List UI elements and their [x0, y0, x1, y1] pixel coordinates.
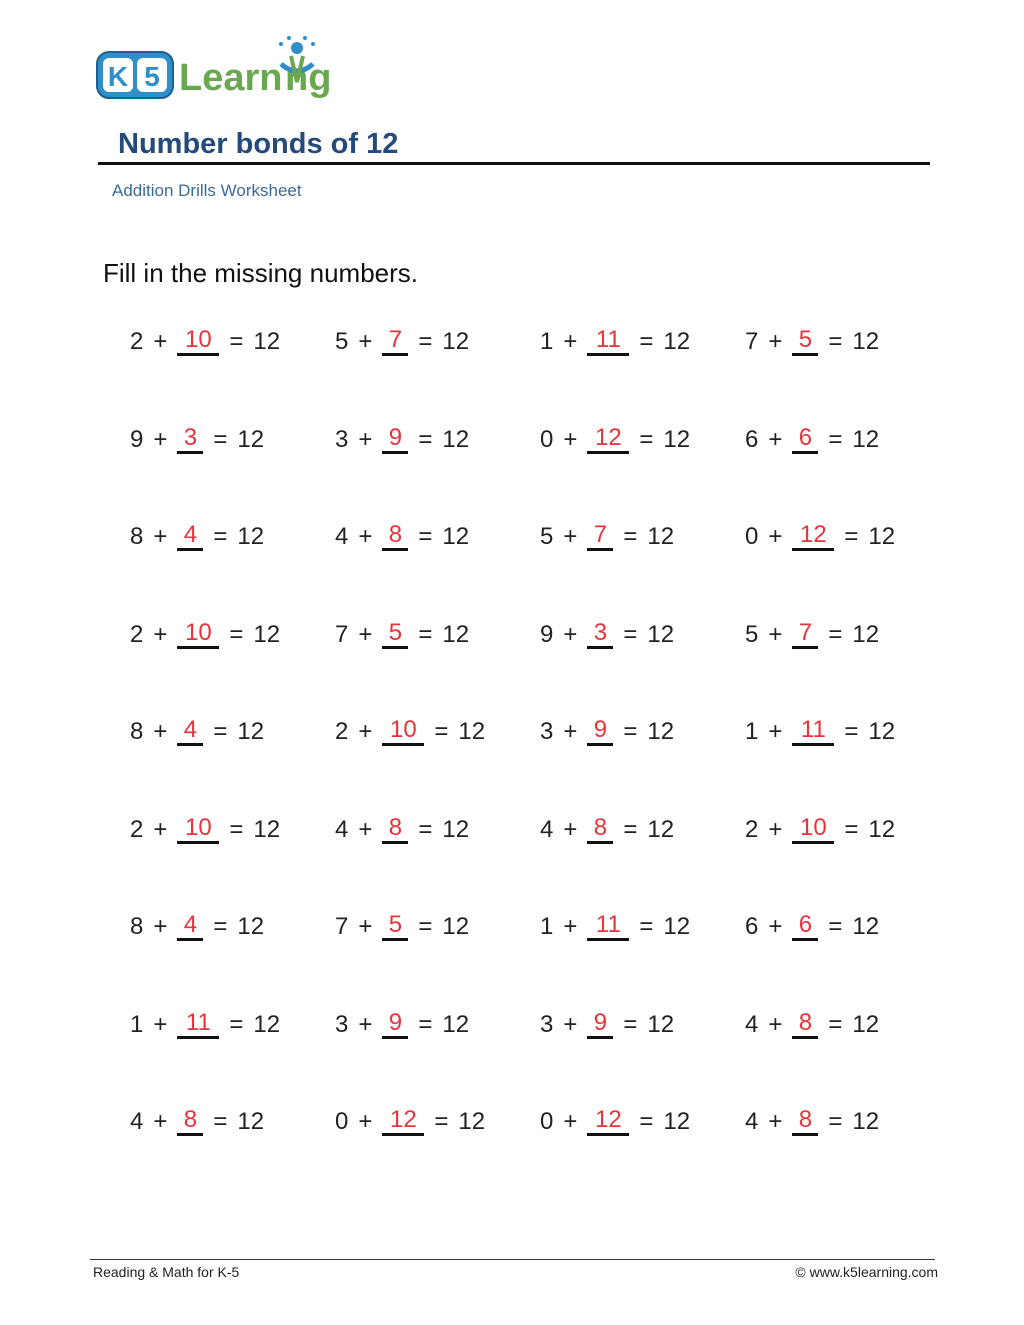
problem-r4-c3 — [540, 619, 674, 651]
problem-r5-c3 — [540, 716, 674, 748]
plus-sign: + — [563, 913, 578, 940]
problem-r5-c2 — [335, 716, 485, 748]
sum: 12 — [442, 815, 470, 843]
answer-blank[interactable]: 10 — [177, 327, 219, 356]
answer-blank[interactable]: 12 — [792, 522, 834, 551]
equals-sign: = — [844, 815, 859, 843]
plus-sign: + — [153, 425, 168, 453]
addend: 2 — [130, 328, 144, 355]
problem-r3-c4 — [745, 521, 895, 553]
answer-blank[interactable]: 4 — [177, 912, 203, 941]
worksheet-subtitle: Addition Drills Worksheet — [112, 181, 302, 200]
equals-sign: = — [623, 1010, 638, 1038]
sum: 12 — [442, 328, 470, 355]
problem-r7-c4 — [745, 911, 879, 943]
plus-sign: + — [153, 620, 168, 648]
addend: 0 — [540, 425, 554, 453]
answer-blank[interactable]: 11 — [792, 717, 834, 746]
addend: 6 — [745, 425, 759, 453]
sum: 12 — [442, 425, 470, 453]
sum: 12 — [663, 913, 691, 940]
problem-r8-c4 — [745, 1009, 879, 1041]
sum: 12 — [253, 1010, 281, 1038]
equals-sign: = — [213, 1108, 228, 1135]
equals-sign: = — [828, 1010, 843, 1038]
sum: 12 — [663, 328, 691, 355]
sum: 12 — [442, 620, 470, 648]
plus-sign: + — [768, 718, 783, 745]
addend: 3 — [335, 425, 349, 453]
sum: 12 — [253, 620, 281, 648]
sum: 12 — [237, 913, 265, 940]
addend: 1 — [540, 913, 554, 940]
equals-sign: = — [418, 425, 433, 453]
problem-r9-c2 — [335, 1106, 485, 1138]
equals-sign: = — [418, 815, 433, 843]
worksheet-title: Number bonds of 12 — [118, 128, 399, 160]
addend: 1 — [540, 328, 554, 355]
plus-sign: + — [358, 1010, 373, 1038]
sum: 12 — [237, 523, 265, 550]
addend: 4 — [335, 815, 349, 843]
equals-sign: = — [213, 425, 228, 453]
plus-sign: + — [153, 328, 168, 355]
answer-blank[interactable]: 10 — [792, 815, 834, 844]
problem-r4-c1 — [130, 619, 280, 651]
plus-sign: + — [153, 523, 168, 550]
answer-blank[interactable]: 11 — [587, 912, 629, 941]
footer-copyright: © www.k5learning.com — [795, 1264, 938, 1280]
problem-r3-c3 — [540, 521, 674, 553]
equals-sign: = — [639, 1108, 654, 1135]
problem-r2-c3 — [540, 424, 690, 456]
sum: 12 — [647, 1010, 675, 1038]
answer-blank[interactable]: 11 — [177, 1010, 219, 1039]
sum: 12 — [647, 815, 675, 843]
plus-sign: + — [358, 815, 373, 843]
answer-blank[interactable]: 10 — [177, 815, 219, 844]
plus-sign: + — [153, 718, 168, 745]
addend: 8 — [130, 718, 144, 745]
problem-r1-c4 — [745, 326, 879, 358]
equals-sign: = — [418, 1010, 433, 1038]
addend: 6 — [745, 913, 759, 940]
plus-sign: + — [358, 620, 373, 648]
problem-r7-c3 — [540, 911, 690, 943]
sum: 12 — [253, 328, 281, 355]
problem-r7-c2 — [335, 911, 469, 943]
problem-r6-c4 — [745, 814, 895, 846]
answer-blank[interactable]: 6 — [792, 425, 818, 454]
answer-blank[interactable]: 7 — [587, 522, 613, 551]
equals-sign: = — [418, 913, 433, 940]
problem-r9-c4 — [745, 1106, 879, 1138]
answer-blank[interactable]: 12 — [587, 425, 629, 454]
plus-sign: + — [768, 815, 783, 843]
problem-r2-c2 — [335, 424, 469, 456]
addend: 7 — [335, 620, 349, 648]
addend: 4 — [335, 523, 349, 550]
plus-sign: + — [768, 523, 783, 550]
k5-learning-logo — [95, 34, 355, 104]
plus-sign: + — [358, 425, 373, 453]
answer-blank[interactable]: 9 — [382, 1010, 408, 1039]
plus-sign: + — [563, 328, 578, 355]
equals-sign: = — [639, 328, 654, 355]
answer-blank[interactable]: 5 — [382, 912, 408, 941]
plus-sign: + — [563, 1010, 578, 1038]
plus-sign: + — [563, 815, 578, 843]
problem-r1-c3 — [540, 326, 690, 358]
instruction-text: Fill in the missing numbers. — [103, 258, 418, 288]
sum: 12 — [852, 1010, 880, 1038]
answer-blank[interactable]: 8 — [587, 815, 613, 844]
equals-sign: = — [213, 913, 228, 940]
addend: 0 — [335, 1108, 349, 1135]
equals-sign: = — [418, 328, 433, 355]
addend: 3 — [540, 1010, 554, 1038]
answer-blank[interactable]: 10 — [177, 620, 219, 649]
equals-sign: = — [434, 718, 449, 745]
problem-r6-c3 — [540, 814, 674, 846]
plus-sign: + — [153, 913, 168, 940]
plus-sign: + — [563, 425, 578, 453]
sum: 12 — [868, 718, 896, 745]
plus-sign: + — [768, 1108, 783, 1135]
sum: 12 — [852, 328, 880, 355]
sum: 12 — [647, 718, 675, 745]
equals-sign: = — [844, 718, 859, 745]
footer-tagline: Reading & Math for K-5 — [93, 1264, 240, 1280]
equals-sign: = — [639, 425, 654, 453]
plus-sign: + — [153, 1010, 168, 1038]
plus-sign: + — [358, 913, 373, 940]
svg-text:Learn: Learn — [179, 57, 283, 99]
equals-sign: = — [623, 815, 638, 843]
answer-blank[interactable]: 10 — [382, 717, 424, 746]
equals-sign: = — [229, 1010, 244, 1038]
answer-blank[interactable]: 4 — [177, 717, 203, 746]
sum: 12 — [237, 1108, 265, 1135]
addend: 7 — [335, 913, 349, 940]
problem-r5-c4 — [745, 716, 895, 748]
sum: 12 — [458, 1108, 486, 1135]
equals-sign: = — [229, 620, 244, 648]
svg-text:K: K — [107, 61, 129, 92]
addend: 5 — [335, 328, 349, 355]
answer-blank[interactable]: 7 — [792, 620, 818, 649]
plus-sign: + — [153, 1108, 168, 1135]
svg-text:5: 5 — [144, 61, 160, 92]
answer-blank[interactable]: 9 — [587, 717, 613, 746]
addend: 2 — [130, 815, 144, 843]
plus-sign: + — [563, 523, 578, 550]
sum: 12 — [663, 425, 691, 453]
sum: 12 — [852, 620, 880, 648]
problem-r5-c1 — [130, 716, 264, 748]
answer-blank[interactable]: 12 — [382, 1107, 424, 1136]
answer-blank[interactable]: 8 — [382, 522, 408, 551]
plus-sign: + — [358, 718, 373, 745]
equals-sign: = — [418, 523, 433, 550]
answer-blank[interactable]: 11 — [587, 327, 629, 356]
problem-r2-c4 — [745, 424, 879, 456]
answer-blank[interactable]: 8 — [792, 1010, 818, 1039]
plus-sign: + — [358, 523, 373, 550]
sum: 12 — [442, 1010, 470, 1038]
problem-r1-c2 — [335, 326, 469, 358]
equals-sign: = — [828, 425, 843, 453]
answer-blank[interactable]: 9 — [382, 425, 408, 454]
equals-sign: = — [434, 1108, 449, 1135]
answer-blank[interactable]: 9 — [587, 1010, 613, 1039]
problem-r2-c1 — [130, 424, 264, 456]
addend: 1 — [130, 1010, 144, 1038]
sum: 12 — [852, 1108, 880, 1135]
problem-r3-c2 — [335, 521, 469, 553]
addend: 9 — [540, 620, 554, 648]
plus-sign: + — [563, 620, 578, 648]
plus-sign: + — [768, 1010, 783, 1038]
plus-sign: + — [768, 328, 783, 355]
sum: 12 — [442, 523, 470, 550]
addend: 5 — [540, 523, 554, 550]
addend: 5 — [745, 620, 759, 648]
footer-divider — [90, 1259, 935, 1260]
sum: 12 — [237, 425, 265, 453]
plus-sign: + — [563, 1108, 578, 1135]
addend: 2 — [335, 718, 349, 745]
addend: 3 — [540, 718, 554, 745]
equals-sign: = — [229, 815, 244, 843]
sum: 12 — [852, 425, 880, 453]
answer-blank[interactable]: 5 — [382, 620, 408, 649]
problem-r3-c1 — [130, 521, 264, 553]
answer-blank[interactable]: 6 — [792, 912, 818, 941]
plus-sign: + — [768, 425, 783, 453]
answer-blank[interactable]: 3 — [177, 425, 203, 454]
addend: 0 — [745, 523, 759, 550]
answer-blank[interactable]: 12 — [587, 1107, 629, 1136]
equals-sign: = — [844, 523, 859, 550]
addend: 1 — [745, 718, 759, 745]
equals-sign: = — [229, 328, 244, 355]
equals-sign: = — [213, 718, 228, 745]
sum: 12 — [647, 620, 675, 648]
plus-sign: + — [358, 328, 373, 355]
sum: 12 — [647, 523, 675, 550]
addend: 0 — [540, 1108, 554, 1135]
plus-sign: + — [153, 815, 168, 843]
equals-sign: = — [213, 523, 228, 550]
sum: 12 — [868, 523, 896, 550]
addend: 4 — [745, 1108, 759, 1135]
problem-r6-c2 — [335, 814, 469, 846]
answer-blank[interactable]: 3 — [587, 620, 613, 649]
addend: 9 — [130, 425, 144, 453]
problem-r4-c2 — [335, 619, 469, 651]
title-divider — [98, 162, 930, 165]
problem-r8-c1 — [130, 1009, 280, 1041]
addend: 3 — [335, 1010, 349, 1038]
equals-sign: = — [639, 913, 654, 940]
equals-sign: = — [623, 620, 638, 648]
addend: 4 — [130, 1108, 144, 1135]
problem-r4-c4 — [745, 619, 879, 651]
equals-sign: = — [418, 620, 433, 648]
problem-r9-c3 — [540, 1106, 690, 1138]
svg-text:ng: ng — [285, 57, 332, 99]
plus-sign: + — [563, 718, 578, 745]
equals-sign: = — [623, 718, 638, 745]
answer-blank[interactable]: 7 — [382, 327, 408, 356]
problem-r9-c1 — [130, 1106, 264, 1138]
sum: 12 — [237, 718, 265, 745]
equals-sign: = — [828, 1108, 843, 1135]
answer-blank[interactable]: 8 — [792, 1107, 818, 1136]
plus-sign: + — [768, 620, 783, 648]
addend: 4 — [540, 815, 554, 843]
sum: 12 — [253, 815, 281, 843]
plus-sign: + — [358, 1108, 373, 1135]
sum: 12 — [663, 1108, 691, 1135]
addend: 7 — [745, 328, 759, 355]
answer-blank[interactable]: 8 — [382, 815, 408, 844]
answer-blank[interactable]: 8 — [177, 1107, 203, 1136]
problem-r8-c3 — [540, 1009, 674, 1041]
addend: 8 — [130, 523, 144, 550]
problem-r7-c1 — [130, 911, 264, 943]
sum: 12 — [458, 718, 486, 745]
answer-blank[interactable]: 4 — [177, 522, 203, 551]
addend: 2 — [130, 620, 144, 648]
answer-blank[interactable]: 5 — [792, 327, 818, 356]
equals-sign: = — [828, 620, 843, 648]
sum: 12 — [868, 815, 896, 843]
equals-sign: = — [828, 328, 843, 355]
addend: 2 — [745, 815, 759, 843]
problem-r6-c1 — [130, 814, 280, 846]
problem-r8-c2 — [335, 1009, 469, 1041]
addend: 4 — [745, 1010, 759, 1038]
problem-r1-c1 — [130, 326, 280, 358]
plus-sign: + — [768, 913, 783, 940]
sum: 12 — [852, 913, 880, 940]
equals-sign: = — [623, 523, 638, 550]
sum: 12 — [442, 913, 470, 940]
equals-sign: = — [828, 913, 843, 940]
addend: 8 — [130, 913, 144, 940]
